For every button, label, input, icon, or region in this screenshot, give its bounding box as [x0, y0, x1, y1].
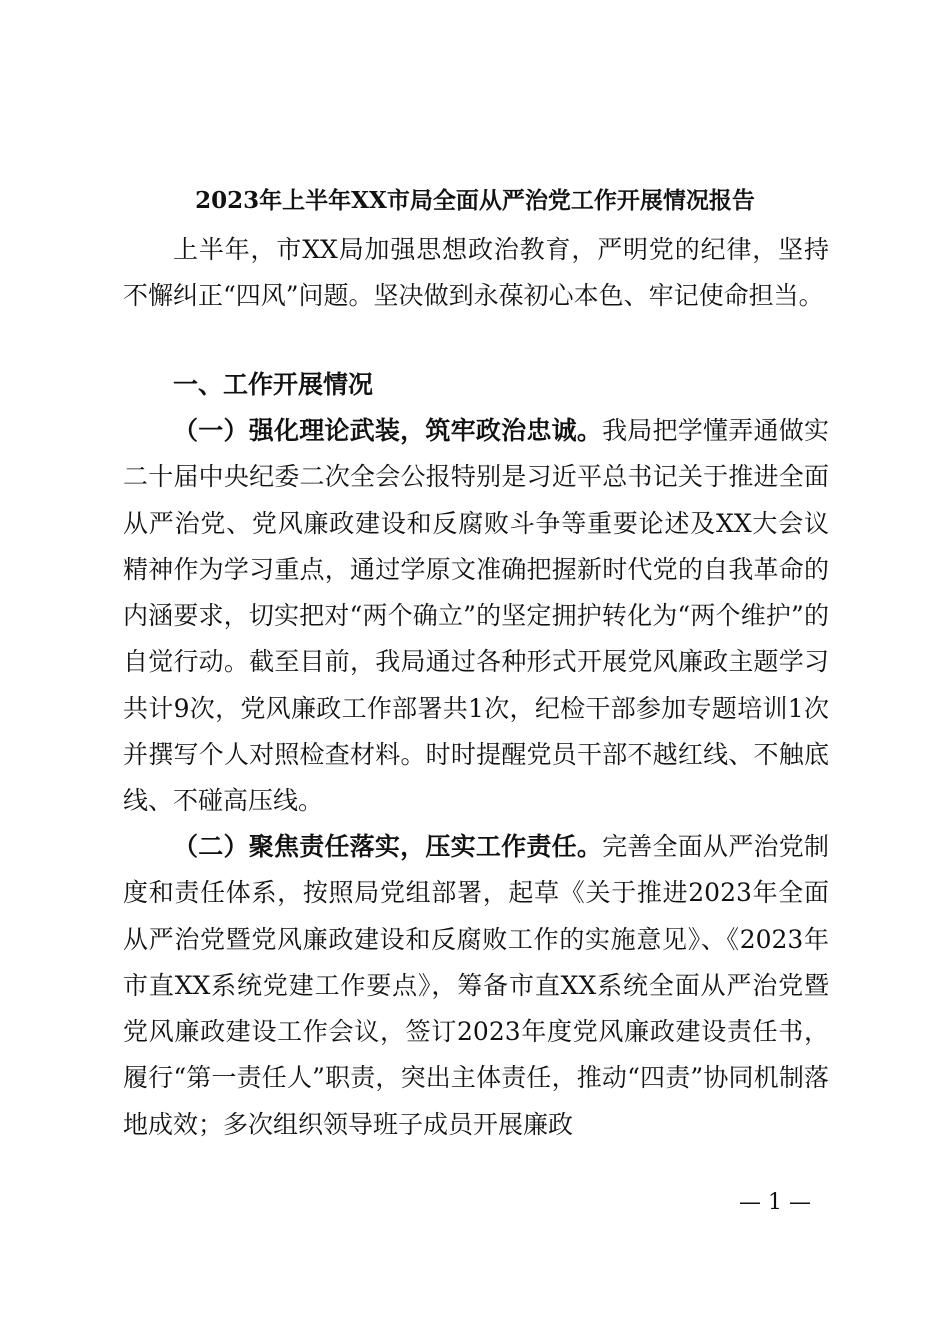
subsection-2-lead: （二）聚焦责任落实，压实工作责任。	[173, 832, 603, 861]
subsection-1-lead: （一）强化理论武装，筑牢政治忠诚。	[173, 416, 603, 445]
subsection-2-paragraph	[123, 824, 829, 1148]
subsection-1-paragraph	[123, 408, 829, 825]
document-body	[123, 227, 829, 320]
subsection-2-text: 完善全面从严治党制度和责任体系，按照局党组部署，起草《关于推进2023年全面从严治党暨党风廉政建设和反腐败工作的实施意见》、《2023年市直XX系统党建工作要点》，筹备市直XX系统全面从严治党暨党风廉政建设工作会议，签订2023年度党风廉政建设责任书，履行“第一责任人”职责，突出主体责任，推动“四责”协同机制落地成效；多次组织领导班子成员开展廉政	[123, 832, 829, 1139]
page-number: — 1 —	[739, 1190, 811, 1215]
section-1	[123, 362, 829, 408]
intro-paragraph: 上半年，市XX局加强思想政治教育，严明党的纪律，坚持不懈纠正“四风”问题。坚决做到永葆初心本色、牢记使命担当。	[123, 235, 829, 311]
subsection-1	[123, 408, 829, 825]
section-heading: 一、工作开展情况	[173, 370, 374, 399]
document-title: 2023年上半年XX市局全面从严治党工作开展情况报告	[195, 187, 755, 214]
subsection-2	[123, 824, 829, 1148]
subsection-1-text: 我局把学懂弄通做实二十届中央纪委二次全会公报特别是习近平总书记关于推进全面从严治党、党风廉政建设和反腐败斗争等重要论述及XX大会议精神作为学习重点，通过学原文准确把握新时代党的自我革命的内涵要求，切实把对“两个确立”的坚定拥护转化为“两个维护”的自觉行动。截至目前，我局通过各种形式开展党风廉政主题学习共计9次，党风廉政工作部署共1次，纪检干部参加专题培训1次并撰写个人对照检查材料。时时提醒党员干部不越红线、不触底线、不碰高压线。	[123, 416, 829, 816]
